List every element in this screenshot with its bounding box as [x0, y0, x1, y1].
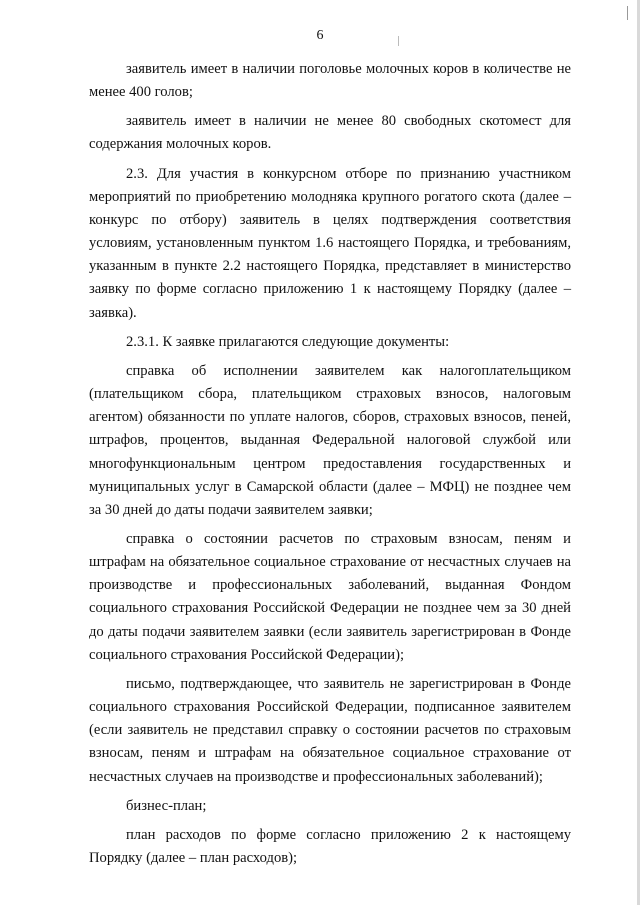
paragraph: справка о состоянии расчетов по страховым взносам, пеням и штрафам на обязательное социальное страхование от несчастных случаев на производстве и профессиональных заболеваний, выданная Фондом социального страхования Российской Федерации не позднее чем за 30 дней до даты подачи заявителем заявки (если заявитель зарегистрирован в Фонде социального страхования Российской Федерации);	[89, 530, 571, 663]
paragraph: заявитель имеет в наличии поголовье молочных коров в количестве не менее 400 голов;	[89, 61, 571, 101]
paragraph: 2.3.1. К заявке прилагаются следующие документы:	[126, 333, 450, 350]
scan-artifact	[627, 6, 628, 20]
paragraph: план расходов по форме согласно приложению 2 к настоящему Порядку (далее – план расходов);	[89, 826, 571, 866]
paragraph: справка об исполнении заявителем как налогоплательщиком (плательщиком сбора, плательщиком страховых взносов, налоговым агентом) обязанности по уплате налогов, сборов, страховых взносов, пеней, штрафов, процентов, выданная Федеральной налоговой службой или многофункциональным центром предоставления государственных и муниципальных услуг в Самарской области (далее – МФЦ) не позднее чем за 30 дней до даты подачи заявителем заявки;	[89, 362, 571, 518]
document-body	[89, 58, 571, 870]
paragraph: заявитель имеет в наличии не менее 80 свободных скотомест для содержания молочных коров.	[89, 113, 571, 153]
paragraph: бизнес-план;	[126, 797, 207, 814]
paragraph: 2.3. Для участия в конкурсном отборе по признанию участником мероприятий по приобретению молодняка крупного рогатого скота (далее – конкурс по отбору) заявитель в целях подтверждения соответствия условиям, установленным пунктом 1.6 настоящего Порядка, и требованиям, указанным в пункте 2.2 настоящего Порядка, представляет в министерство заявку по форме согласно приложению 1 к настоящему Порядку (далее – заявка).	[89, 165, 571, 321]
page-number: 6	[316, 28, 324, 43]
paragraph: письмо, подтверждающее, что заявитель не зарегистрирован в Фонде социального страхования Российской Федерации, подписанное заявителем (если заявитель не представил справку о состоянии расчетов по страховым взносам, пеням и штрафам на обязательное социальное страхование от несчастных случаев на производстве и профессиональных заболеваний);	[89, 675, 571, 785]
